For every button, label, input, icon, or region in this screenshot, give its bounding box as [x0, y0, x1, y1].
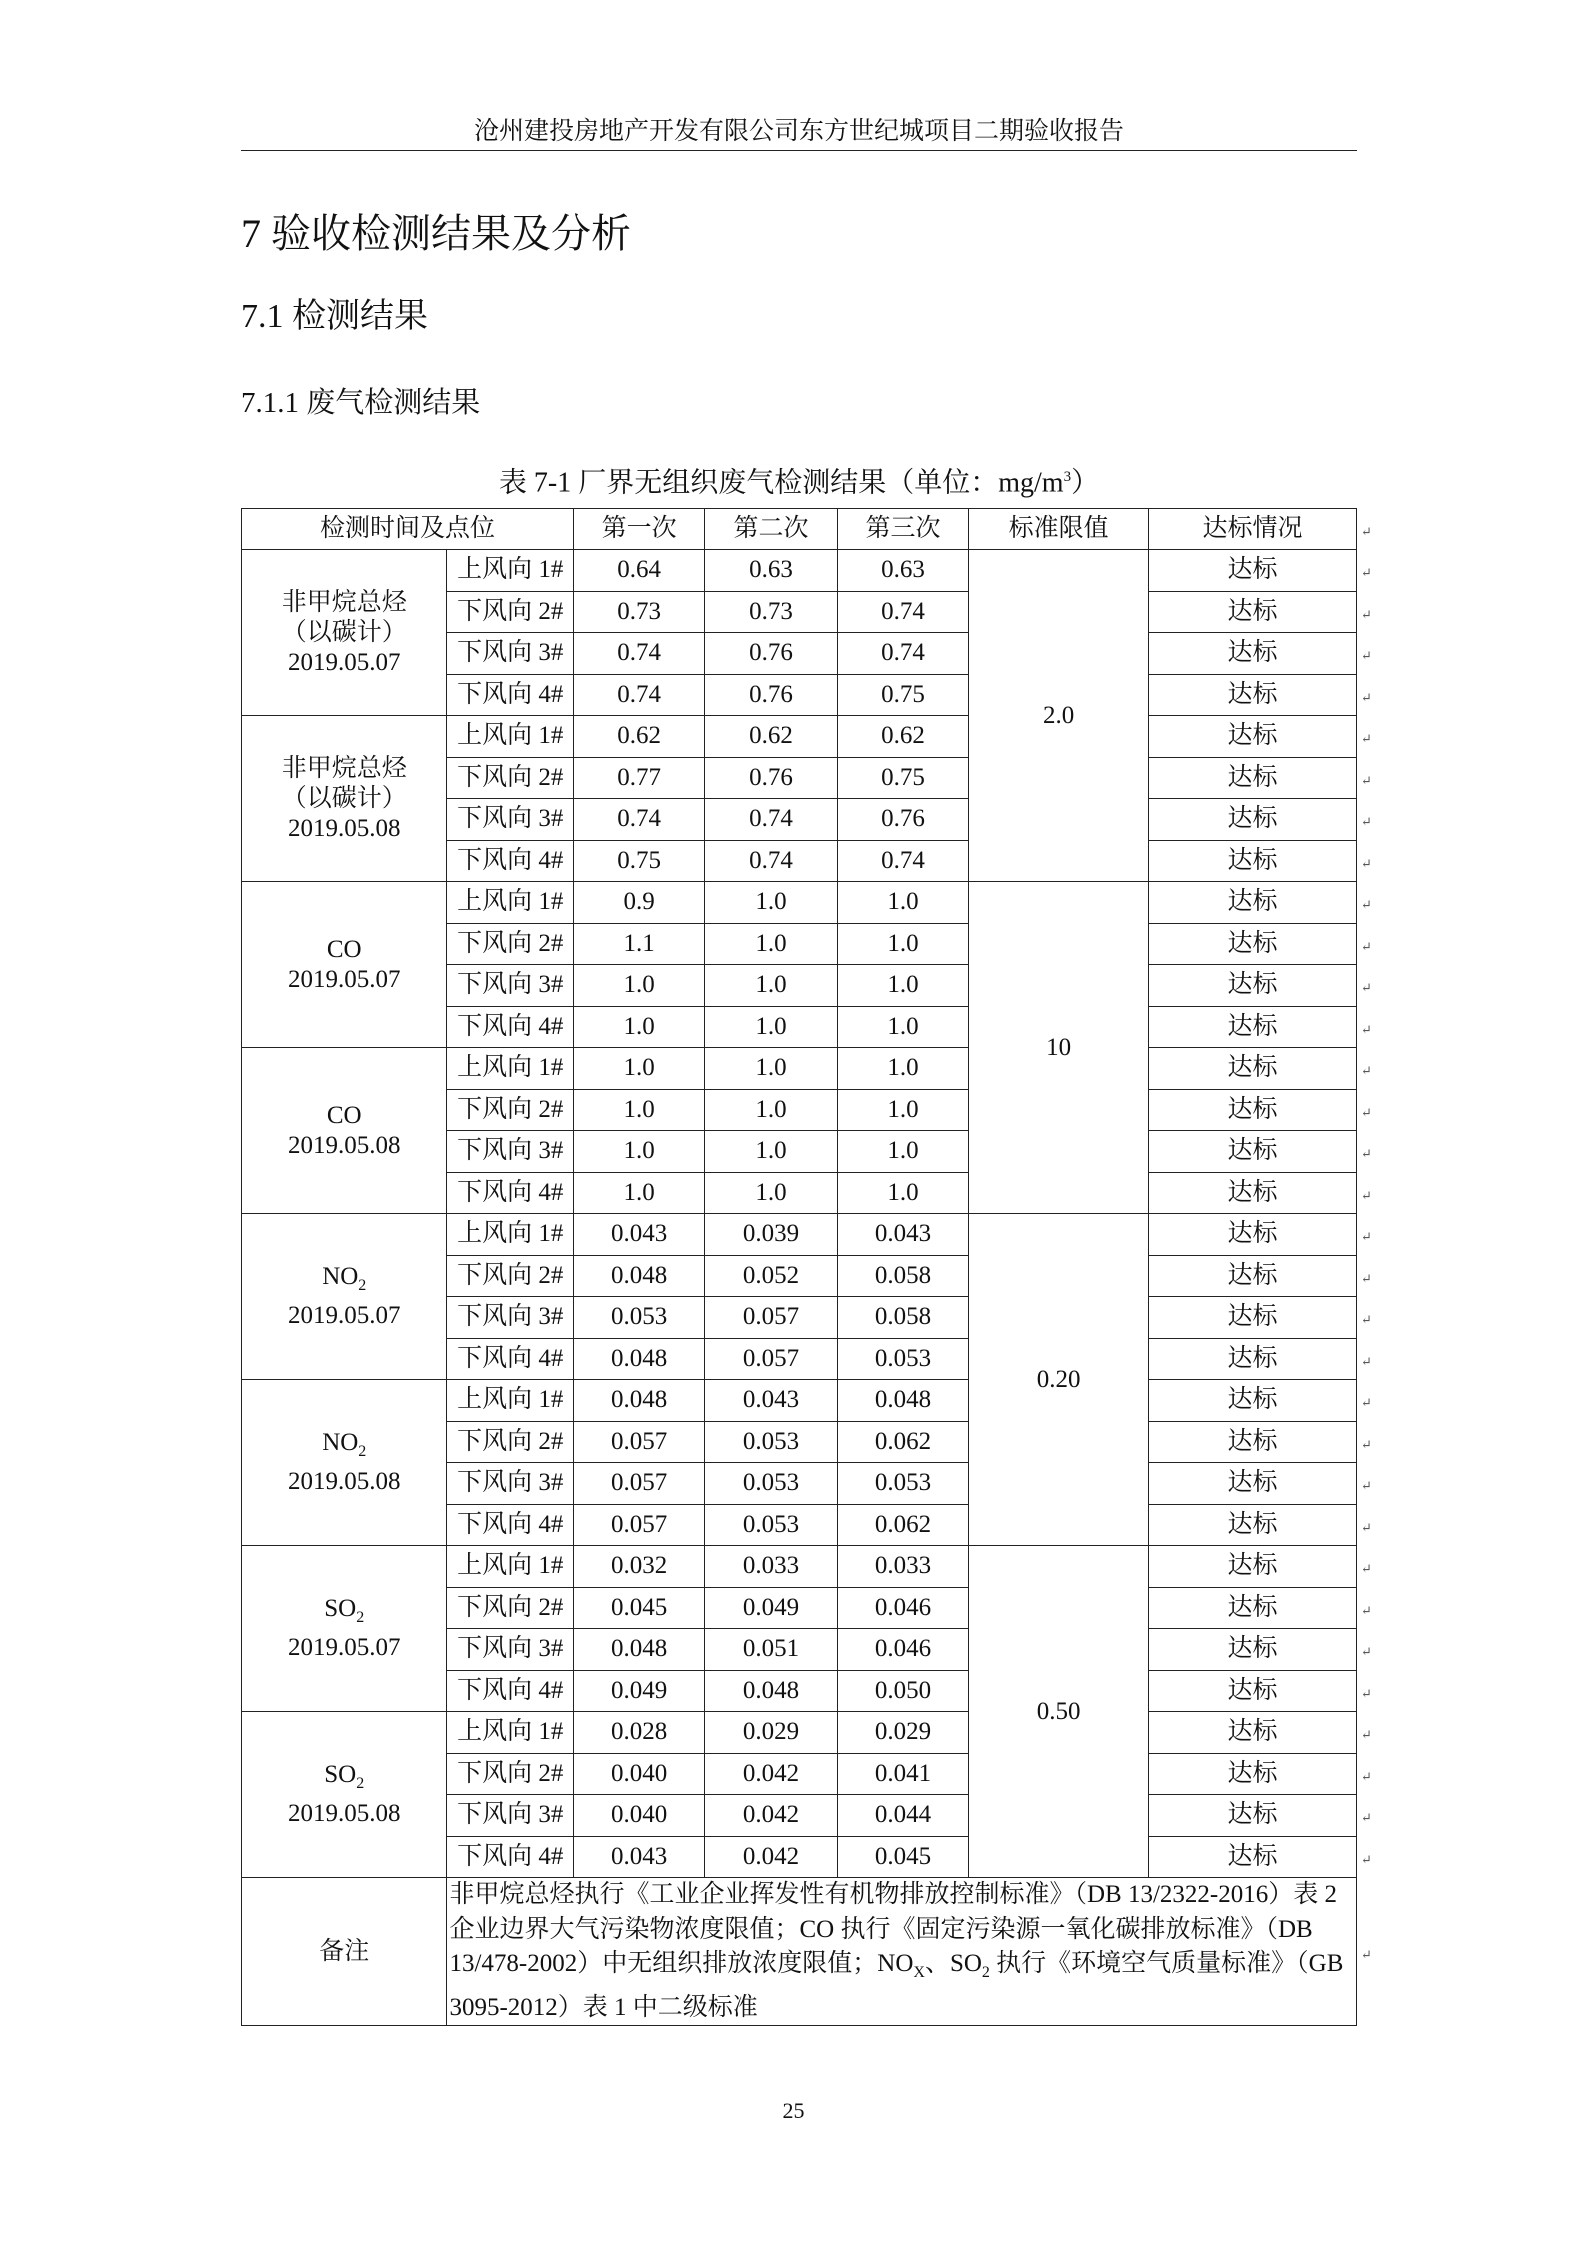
- measurement-value: 1.0: [705, 882, 838, 924]
- paragraph-mark-icon: ↵: [1361, 814, 1372, 830]
- group-label-line: 非甲烷总烃: [281, 588, 407, 616]
- measurement-value: 0.053: [837, 1463, 968, 1505]
- paragraph-mark-icon: ↵: [1361, 1229, 1372, 1245]
- compliance-status: 达标: [1149, 591, 1357, 633]
- compliance-status: 达标: [1149, 1214, 1357, 1256]
- sampling-point: 下风向 3#: [447, 1795, 573, 1837]
- measurement-value: 0.046: [837, 1629, 968, 1671]
- measurement-value: 0.057: [573, 1504, 704, 1546]
- compliance-status: 达标: [1149, 1670, 1357, 1712]
- measurement-value: 0.74: [573, 633, 704, 675]
- compliance-status: 达标: [1149, 633, 1357, 675]
- compliance-status: 达标: [1149, 674, 1357, 716]
- compliance-status: 达标: [1149, 1172, 1357, 1214]
- sampling-point: 下风向 4#: [447, 1670, 573, 1712]
- measurement-value: 0.74: [705, 799, 838, 841]
- measurement-value: 0.63: [705, 550, 838, 592]
- paragraph-mark-icon: ↵: [1361, 1146, 1372, 1162]
- standard-limit: 0.50: [969, 1546, 1149, 1878]
- paragraph-mark-icon: ↵: [1361, 1104, 1372, 1120]
- compliance-status: 达标: [1149, 1836, 1357, 1878]
- measurement-value: 0.029: [837, 1712, 968, 1754]
- paragraph-mark-icon: ↵: [1361, 897, 1372, 913]
- sampling-point: 下风向 2#: [447, 757, 573, 799]
- paragraph-mark-icon: ↵: [1361, 731, 1372, 747]
- sampling-point: 下风向 4#: [447, 674, 573, 716]
- table-header-row: [242, 509, 1357, 550]
- measurement-value: 1.0: [573, 1131, 704, 1173]
- group-label-line: CO: [326, 935, 362, 963]
- paragraph-mark-icon: ↵: [1361, 1727, 1372, 1743]
- standard-limit: 10: [969, 882, 1149, 1214]
- measurement-value: 0.048: [573, 1255, 704, 1297]
- measurement-value: 1.0: [573, 1048, 704, 1090]
- measurement-value: 0.057: [705, 1297, 838, 1339]
- measurement-value: 1.0: [837, 1172, 968, 1214]
- measurement-value: 0.029: [705, 1712, 838, 1754]
- sampling-point: 下风向 4#: [447, 1504, 573, 1546]
- table-row: [242, 550, 1357, 592]
- sampling-point: 下风向 2#: [447, 923, 573, 965]
- sampling-point: 上风向 1#: [447, 716, 573, 758]
- sampling-point: 下风向 4#: [447, 1172, 573, 1214]
- measurement-value: 0.041: [837, 1753, 968, 1795]
- pollutant-date-cell: [242, 1712, 447, 1878]
- column-header: 第一次: [573, 509, 704, 550]
- measurement-value: 1.0: [705, 1172, 838, 1214]
- pollutant-date-cell: [242, 550, 447, 716]
- measurement-value: 0.76: [705, 633, 838, 675]
- group-label-line: CO: [326, 1101, 362, 1129]
- measurement-value: 0.048: [837, 1380, 968, 1422]
- table-row: [242, 1546, 1357, 1588]
- measurement-value: 1.0: [837, 882, 968, 924]
- compliance-status: 达标: [1149, 965, 1357, 1007]
- group-label-line: 2019.05.07: [287, 1634, 401, 1661]
- note-row: [242, 1878, 1357, 2026]
- measurement-value: 0.040: [573, 1753, 704, 1795]
- measurement-value: 1.0: [573, 1089, 704, 1131]
- measurement-value: 0.043: [573, 1836, 704, 1878]
- paragraph-mark-icon: ↵: [1361, 1644, 1372, 1660]
- measurement-value: 0.049: [705, 1587, 838, 1629]
- sampling-point: 上风向 1#: [447, 1214, 573, 1256]
- measurement-value: 0.043: [705, 1380, 838, 1422]
- section-heading: 7.1 检测结果: [241, 298, 428, 335]
- measurement-value: 0.048: [705, 1670, 838, 1712]
- header-divider: [241, 150, 1357, 151]
- caption-superscript: 3: [1063, 469, 1072, 485]
- measurement-value: 0.048: [573, 1380, 704, 1422]
- sampling-point: 下风向 4#: [447, 840, 573, 882]
- paragraph-mark-icon: ↵: [1361, 1851, 1372, 1867]
- measurement-value: 0.062: [837, 1421, 968, 1463]
- sampling-point: 下风向 2#: [447, 1587, 573, 1629]
- group-label-line: （以碳计）: [281, 784, 407, 812]
- paragraph-mark-icon: ↵: [1361, 1810, 1372, 1826]
- compliance-status: 达标: [1149, 882, 1357, 924]
- measurement-value: 0.048: [573, 1629, 704, 1671]
- measurement-value: 0.040: [573, 1795, 704, 1837]
- measurement-value: 0.046: [837, 1587, 968, 1629]
- group-label-line: $NO_2$: [322, 1263, 367, 1294]
- sampling-point: 上风向 1#: [447, 1380, 573, 1422]
- sampling-point: 上风向 1#: [447, 882, 573, 924]
- sampling-point: 下风向 3#: [447, 1463, 573, 1505]
- measurement-value: 1.0: [705, 923, 838, 965]
- column-header: 达标情况: [1149, 509, 1357, 550]
- measurement-value: 0.033: [705, 1546, 838, 1588]
- compliance-status: 达标: [1149, 1795, 1357, 1837]
- measurement-value: 0.058: [837, 1255, 968, 1297]
- compliance-status: 达标: [1149, 1463, 1357, 1505]
- measurement-value: 0.050: [837, 1670, 968, 1712]
- column-header: 检测时间及点位: [242, 509, 574, 550]
- compliance-status: 达标: [1149, 1587, 1357, 1629]
- page-number: 25: [782, 2098, 805, 2123]
- pollutant-date-cell: [242, 1214, 447, 1380]
- paragraph-mark-icon: ↵: [1361, 1602, 1372, 1618]
- measurement-value: 0.042: [705, 1753, 838, 1795]
- table-caption: [241, 455, 1357, 505]
- measurement-value: 0.62: [837, 716, 968, 758]
- measurement-value: 1.0: [573, 965, 704, 1007]
- running-header: 沧州建投房地产开发有限公司东方世纪城项目二期验收报告: [473, 118, 1124, 145]
- measurement-value: 0.053: [573, 1297, 704, 1339]
- group-label-line: 2019.05.08: [287, 1131, 401, 1159]
- table-row: [242, 1380, 1357, 1422]
- table-row: [242, 716, 1357, 758]
- measurement-value: 0.053: [705, 1421, 838, 1463]
- paragraph-mark-icon: ↵: [1361, 1312, 1372, 1328]
- measurement-value: 0.63: [837, 550, 968, 592]
- group-label-line: 2019.05.08: [287, 1800, 401, 1827]
- measurement-value: 0.062: [837, 1504, 968, 1546]
- measurement-value: 0.028: [573, 1712, 704, 1754]
- measurement-value: 1.0: [705, 965, 838, 1007]
- table-row: [242, 1214, 1357, 1256]
- group-label-line: 2019.05.07: [287, 1302, 401, 1329]
- sampling-point: 下风向 2#: [447, 591, 573, 633]
- measurement-value: 1.0: [705, 1048, 838, 1090]
- group-label-line: $NO_2$: [322, 1429, 367, 1460]
- compliance-status: 达标: [1149, 1421, 1357, 1463]
- measurement-value: 0.044: [837, 1795, 968, 1837]
- paragraph-mark-icon: ↵: [1361, 980, 1372, 996]
- paragraph-mark-icon: ↵: [1361, 1478, 1372, 1494]
- compliance-status: 达标: [1149, 1380, 1357, 1422]
- paragraph-mark-icon: ↵: [1361, 1685, 1372, 1701]
- measurement-value: 0.049: [573, 1670, 704, 1712]
- standard-limit: 0.20: [969, 1214, 1149, 1546]
- table-row: [242, 882, 1357, 924]
- measurement-value: 0.9: [573, 882, 704, 924]
- compliance-status: 达标: [1149, 1629, 1357, 1671]
- pollutant-date-cell: [242, 716, 447, 882]
- compliance-status: 达标: [1149, 757, 1357, 799]
- measurement-value: 0.76: [705, 674, 838, 716]
- measurement-value: 0.75: [837, 757, 968, 799]
- sampling-point: 下风向 2#: [447, 1255, 573, 1297]
- compliance-status: 达标: [1149, 799, 1357, 841]
- measurement-value: 0.039: [705, 1214, 838, 1256]
- group-label-line: 2019.05.07: [287, 648, 401, 676]
- compliance-status: 达标: [1149, 1338, 1357, 1380]
- measurement-value: 1.0: [705, 1006, 838, 1048]
- results-table: [241, 508, 1357, 2026]
- compliance-status: 达标: [1149, 1131, 1357, 1173]
- compliance-status: 达标: [1149, 1048, 1357, 1090]
- measurement-value: 0.74: [837, 840, 968, 882]
- compliance-status: 达标: [1149, 1753, 1357, 1795]
- column-header: 第三次: [837, 509, 968, 550]
- measurement-value: 1.0: [573, 1006, 704, 1048]
- sampling-point: 上风向 1#: [447, 1546, 573, 1588]
- measurement-value: 1.1: [573, 923, 704, 965]
- compliance-status: 达标: [1149, 716, 1357, 758]
- paragraph-mark-icon: ↵: [1361, 648, 1372, 664]
- sampling-point: 下风向 3#: [447, 1297, 573, 1339]
- group-label-line: $SO_2$: [324, 1595, 365, 1626]
- group-label-line: 2019.05.07: [287, 965, 401, 993]
- sampling-point: 下风向 2#: [447, 1421, 573, 1463]
- sampling-point: 下风向 3#: [447, 965, 573, 1007]
- measurement-value: 0.045: [573, 1587, 704, 1629]
- sampling-point: 下风向 2#: [447, 1753, 573, 1795]
- group-label-line: 2019.05.08: [287, 814, 401, 842]
- measurement-value: 1.0: [837, 923, 968, 965]
- measurement-value: 0.75: [573, 840, 704, 882]
- measurement-value: 0.74: [573, 674, 704, 716]
- measurement-value: 0.051: [705, 1629, 838, 1671]
- measurement-value: 1.0: [573, 1172, 704, 1214]
- caption-close: ）: [1071, 467, 1100, 499]
- measurement-value: 0.77: [573, 757, 704, 799]
- compliance-status: 达标: [1149, 923, 1357, 965]
- caption-text: 表 7-1 厂界无组织废气检测结果（单位：mg/m: [498, 467, 1064, 499]
- sampling-point: 上风向 1#: [447, 1712, 573, 1754]
- measurement-value: 1.0: [837, 965, 968, 1007]
- measurement-value: 0.73: [573, 591, 704, 633]
- note-label: 备注: [242, 1878, 447, 2026]
- paragraph-mark-icon: ↵: [1361, 565, 1372, 581]
- measurement-value: 0.057: [573, 1463, 704, 1505]
- sampling-point: 下风向 3#: [447, 633, 573, 675]
- paragraph-mark-icon: ↵: [1361, 1561, 1372, 1577]
- subsection-heading: 7.1.1 废气检测结果: [241, 387, 481, 419]
- measurement-value: 0.053: [705, 1463, 838, 1505]
- compliance-status: 达标: [1149, 1712, 1357, 1754]
- paragraph-mark-icon: ↵: [1361, 524, 1372, 539]
- table-row: [242, 1048, 1357, 1090]
- pollutant-date-cell: [242, 1380, 447, 1546]
- paragraph-mark-icon: ↵: [1361, 1395, 1372, 1411]
- sampling-point: 下风向 4#: [447, 1338, 573, 1380]
- paragraph-mark-icon: ↵: [1361, 855, 1372, 871]
- compliance-status: 达标: [1149, 1546, 1357, 1588]
- measurement-value: 0.043: [573, 1214, 704, 1256]
- column-header: 标准限值: [969, 509, 1149, 550]
- pollutant-date-cell: [242, 1546, 447, 1712]
- measurement-value: 0.057: [573, 1421, 704, 1463]
- paragraph-mark-icon: ↵: [1361, 1063, 1372, 1079]
- table-body: [242, 550, 1357, 1878]
- chapter-heading: 7 验收检测结果及分析: [241, 211, 631, 256]
- compliance-status: 达标: [1149, 1297, 1357, 1339]
- measurement-value: 1.0: [837, 1131, 968, 1173]
- measurement-value: 0.73: [705, 591, 838, 633]
- column-header: 第二次: [705, 509, 838, 550]
- measurement-value: 0.74: [837, 591, 968, 633]
- measurement-value: 0.033: [837, 1546, 968, 1588]
- compliance-status: 达标: [1149, 550, 1357, 592]
- measurement-value: 0.042: [705, 1836, 838, 1878]
- measurement-value: 0.74: [573, 799, 704, 841]
- paragraph-mark-icon: ↵: [1361, 772, 1372, 788]
- paragraph-mark-icon: ↵: [1361, 1270, 1372, 1286]
- paragraph-mark-icon: ↵: [1361, 1187, 1372, 1203]
- measurement-value: 1.0: [837, 1089, 968, 1131]
- paragraph-mark-icon: ↵: [1361, 1353, 1372, 1369]
- paragraph-mark-icon: ↵: [1361, 1946, 1372, 1962]
- measurement-value: 0.045: [837, 1836, 968, 1878]
- sampling-point: 上风向 1#: [447, 1048, 573, 1090]
- sampling-point: 下风向 3#: [447, 799, 573, 841]
- group-label-line: 非甲烷总烃: [281, 754, 407, 782]
- pollutant-date-cell: [242, 1048, 447, 1214]
- sampling-point: 下风向 4#: [447, 1836, 573, 1878]
- measurement-value: 1.0: [705, 1089, 838, 1131]
- table-row: [242, 1712, 1357, 1754]
- standard-limit: 2.0: [969, 550, 1149, 882]
- measurement-value: 0.75: [837, 674, 968, 716]
- compliance-status: 达标: [1149, 1006, 1357, 1048]
- compliance-status: 达标: [1149, 1504, 1357, 1546]
- measurement-value: 0.043: [837, 1214, 968, 1256]
- measurement-value: 0.74: [837, 633, 968, 675]
- measurement-value: 1.0: [837, 1006, 968, 1048]
- compliance-status: 达标: [1149, 1255, 1357, 1297]
- paragraph-mark-icon: ↵: [1361, 1768, 1372, 1784]
- paragraph-mark-icon: ↵: [1361, 689, 1372, 705]
- paragraph-mark-icon: ↵: [1361, 606, 1372, 622]
- measurement-value: 0.048: [573, 1338, 704, 1380]
- measurement-value: 0.058: [837, 1297, 968, 1339]
- sampling-point: 下风向 3#: [447, 1629, 573, 1671]
- pollutant-date-cell: [242, 882, 447, 1048]
- measurement-value: 0.057: [705, 1338, 838, 1380]
- measurement-value: 0.62: [705, 716, 838, 758]
- measurement-value: 0.053: [837, 1338, 968, 1380]
- measurement-value: 0.76: [705, 757, 838, 799]
- compliance-status: 达标: [1149, 1089, 1357, 1131]
- measurement-value: 0.052: [705, 1255, 838, 1297]
- measurement-value: 0.042: [705, 1795, 838, 1837]
- measurement-value: 0.76: [837, 799, 968, 841]
- sampling-point: 下风向 3#: [447, 1131, 573, 1173]
- group-label-line: 2019.05.08: [287, 1468, 401, 1495]
- paragraph-mark-icon: ↵: [1361, 938, 1372, 954]
- paragraph-mark-icon: ↵: [1361, 1021, 1372, 1037]
- measurement-value: 0.74: [705, 840, 838, 882]
- measurement-value: 0.053: [705, 1504, 838, 1546]
- paragraph-mark-icon: ↵: [1361, 1519, 1372, 1535]
- group-label-line: $SO_2$: [324, 1761, 365, 1792]
- measurement-value: 0.64: [573, 550, 704, 592]
- compliance-status: 达标: [1149, 840, 1357, 882]
- sampling-point: 下风向 4#: [447, 1006, 573, 1048]
- measurement-value: 1.0: [705, 1131, 838, 1173]
- measurement-value: 1.0: [837, 1048, 968, 1090]
- paragraph-mark-icon: ↵: [1361, 1436, 1372, 1452]
- group-label-line: （以碳计）: [281, 618, 407, 646]
- measurement-value: 0.032: [573, 1546, 704, 1588]
- measurement-value: 0.62: [573, 716, 704, 758]
- sampling-point: 下风向 2#: [447, 1089, 573, 1131]
- note-text: [447, 1878, 1357, 2026]
- sampling-point: 上风向 1#: [447, 550, 573, 592]
- note-text-content: 非甲烷总烃执行《工业企业挥发性有机物排放控制标准》（DB 13/2322-2016）表 2 企业边界大气污染物浓度限值；CO 执行《固定污染源一氧化碳排放标准》（DB 13/478-2002）中无组织排放浓度限值；$NO_X$、$SO_2$ 执行《环境空气质量标准》（GB 3095-2012）表 1 中二级标准: [449, 1881, 1344, 2021]
